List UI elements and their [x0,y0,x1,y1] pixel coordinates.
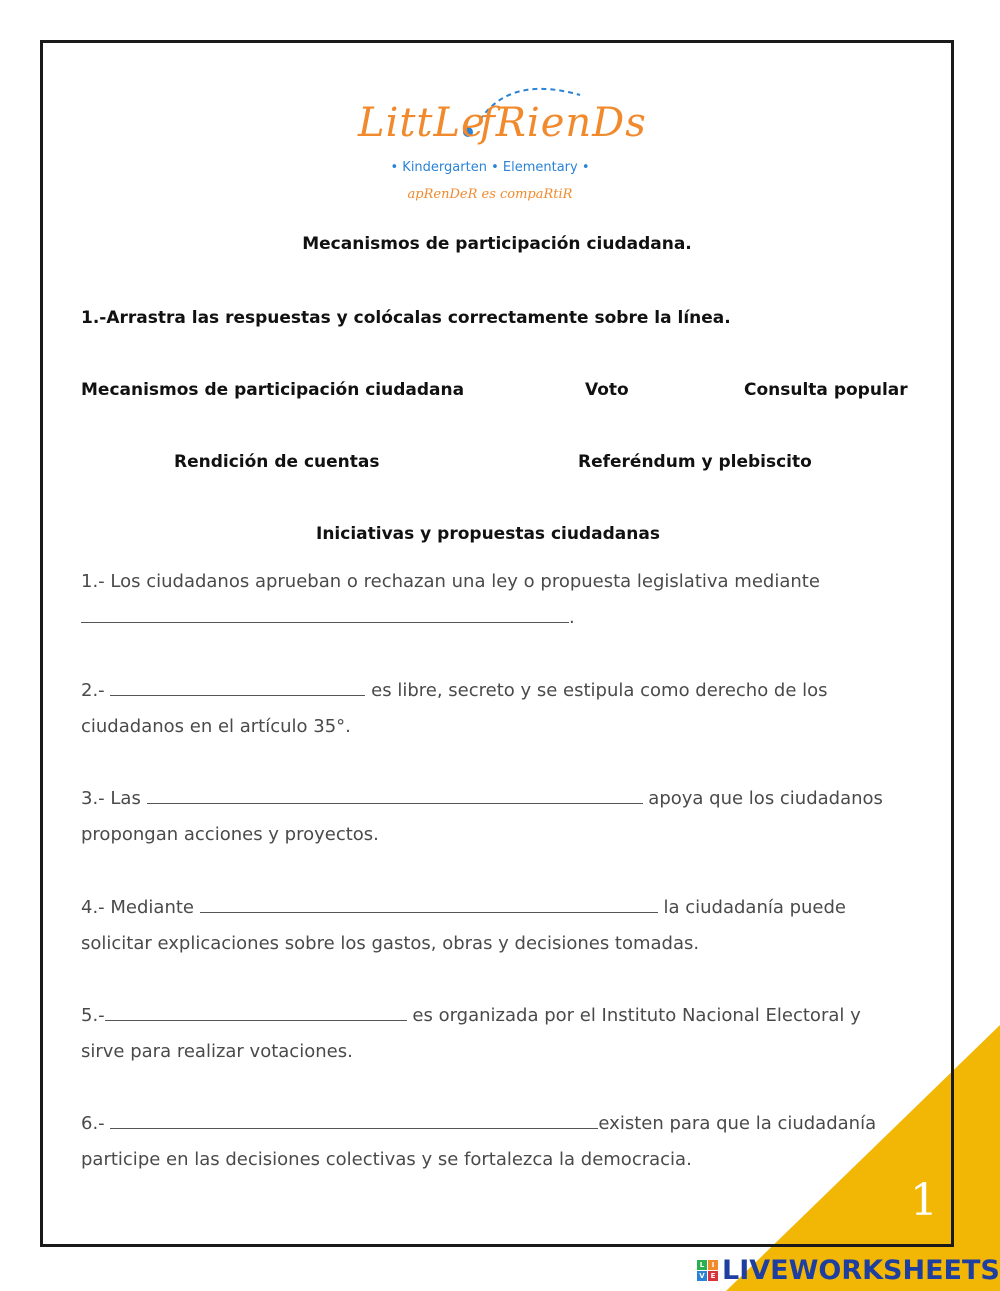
logo-tagline: apRenDeR es compaRtiR [407,187,573,202]
answer-blank-2[interactable] [110,675,365,696]
answer-option[interactable]: Consulta popular [744,380,908,400]
page-number: 1 [910,1175,938,1226]
logo-subtitle: • Kindergarten • Elementary • [390,160,590,175]
answer-option[interactable]: Mecanismos de participación ciudadana [81,380,465,400]
answer-blank-1[interactable] [81,602,569,623]
liveworksheets-badge-icon: L I V E [697,1260,718,1281]
liveworksheets-brand[interactable] [697,1254,1000,1286]
answer-blank-3[interactable] [147,783,643,804]
answer-option[interactable]: Rendición de cuentas [174,452,380,472]
question-1: 1.- Los ciudadanos aprueban o rechazan una ley o propuesta legislativa mediante . [81,571,820,628]
question-3: 3.- Las apoya que los ciudadanos propongan acciones y proyectos. [81,781,921,853]
instruction: 1.-Arrastra las respuestas y colócalas correctamente sobre la línea. [81,308,731,328]
answer-blank-6[interactable] [110,1108,598,1129]
little-friends-logo [340,80,647,210]
question-2: 2.- es libre, secreto y se estipula como derecho de los ciudadanos en el artículo 35°. [81,673,921,745]
question-5: 5.- es organizada por el Instituto Nacional Electoral y sirve para realizar votaciones. [81,998,921,1070]
answer-option[interactable]: Voto [585,380,629,400]
liveworksheets-wordmark: LIVEWORKSHEETS [722,1254,1000,1286]
question-4: 4.- Mediante la ciudadanía puede solicitar explicaciones sobre los gastos, obras y decisiones tomadas. [81,890,921,962]
answer-option[interactable]: Referéndum y plebiscito [578,452,812,472]
logo-word-little: LittLe [358,100,486,146]
answer-blank-5[interactable] [105,1000,407,1021]
answer-option[interactable]: Iniciativas y propuestas ciudadanas [316,524,660,544]
page-title: Mecanismos de participación ciudadana. [302,234,692,254]
logo-word-friends: fRienDs [480,100,647,146]
question-6: 6.- existen para que la ciudadanía participe en las decisiones colectivas y se fortalezca la democracia. [81,1106,921,1178]
answer-blank-4[interactable] [200,892,658,913]
